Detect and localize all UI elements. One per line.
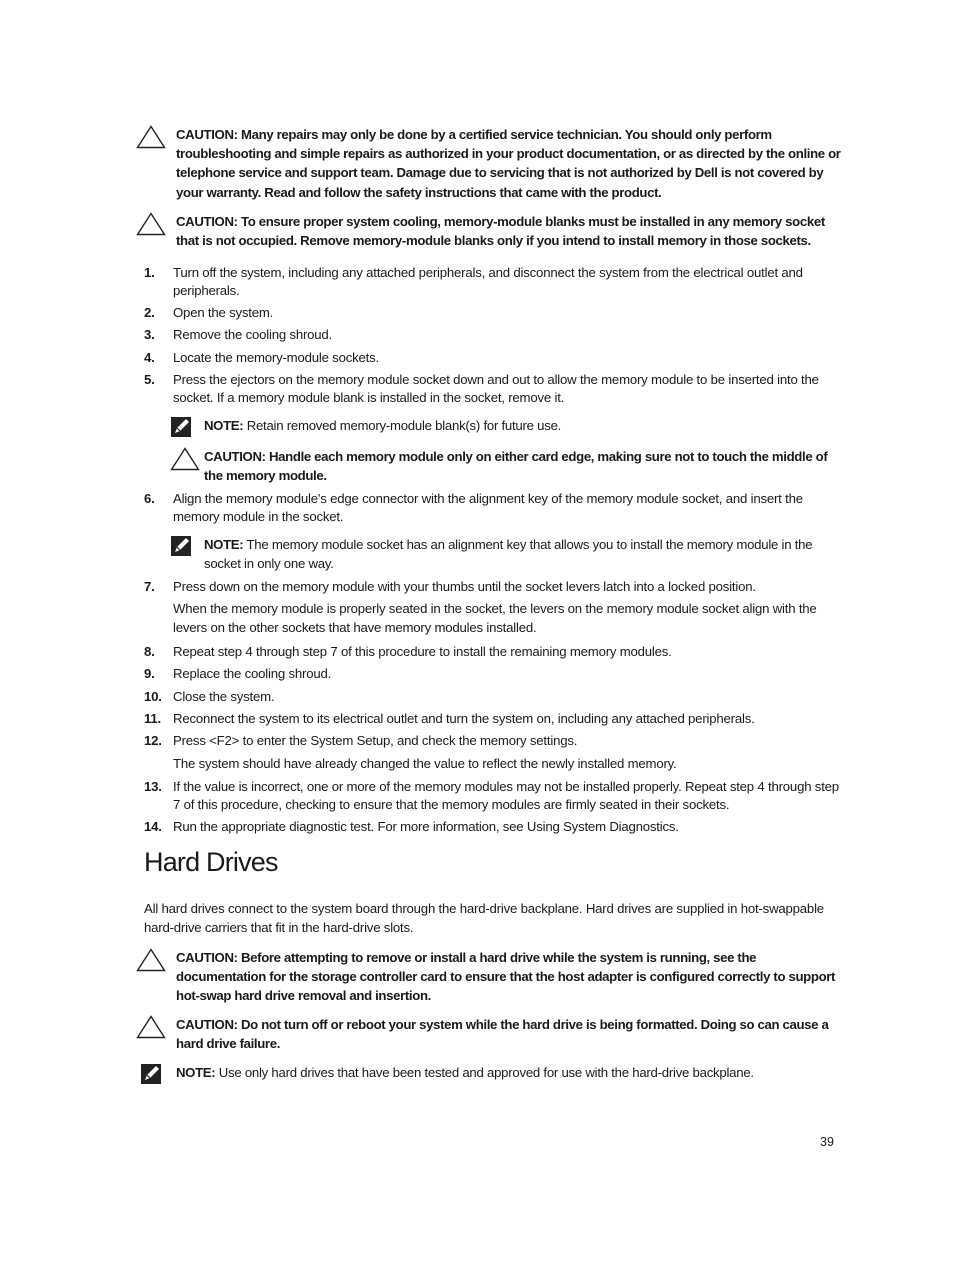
step-text: Press down on the memory module with your thumbs until the socket levers latch into a locked position. — [173, 579, 756, 594]
step-text: Locate the memory-module sockets. — [173, 350, 379, 365]
step-detail-paragraph: When the memory module is properly seated in the socket, the levers on the memory module socket align with the levers on the other sockets that have memory modules installed. — [173, 601, 817, 635]
section-intro-paragraph: All hard drives connect to the system board through the hard-drive backplane. Hard drives are supplied in hot-swappable hard-drive carriers that fit in the hard-drive slots. — [144, 901, 824, 935]
list-item — [144, 371, 842, 406]
caution-icon — [136, 125, 166, 149]
caution-label: CAUTION: — [176, 950, 238, 965]
note-text: Use only hard drives that have been tested and approved for use with the hard-drive backplane. — [218, 1065, 754, 1080]
caution-icon — [136, 1015, 166, 1039]
step-text: Turn off the system, including any attached peripherals, and disconnect the system from the electrical outlet and peripherals. — [173, 265, 803, 298]
step-number: 7. — [144, 579, 155, 594]
step-number: 6. — [144, 491, 155, 506]
note-notice — [170, 535, 842, 573]
step-text: If the value is incorrect, one or more of the memory modules may not be installed properly. Repeat step 4 through step 7 of this procedure, checking to ensure that the memory modules are firmly seated in their sockets. — [173, 779, 839, 812]
list-item — [144, 304, 842, 322]
caution-icon — [170, 447, 200, 471]
list-item — [144, 349, 842, 367]
step-number: 10. — [144, 689, 162, 704]
note-text: The memory module socket has an alignment key that allows you to install the memory module in the socket in only one way. — [204, 537, 813, 572]
step-number: 2. — [144, 305, 155, 320]
step-text: Replace the cooling shroud. — [173, 666, 332, 681]
step-number: 11. — [144, 711, 162, 726]
caution-text: Handle each memory module only on either card edge, making sure not to touch the middle of the memory module. — [204, 449, 828, 484]
step-number: 12. — [144, 733, 162, 748]
list-item — [144, 688, 842, 706]
caution-text: Many repairs may only be done by a certified service technician. You should only perform troubleshooting and simple repairs as authorized in your product documentation, or as directed by the online or telephone service and support team. Damage due to servicing that is not authorized by Dell is not covered by your warranty. Read and follow the safety instructions that came with the product. — [176, 127, 841, 200]
step-text: Press the ejectors on the memory module socket down and out to allow the memory module to be inserted into the socket. If a memory module blank is installed in the socket, remove it. — [173, 372, 819, 405]
note-label: NOTE: — [204, 418, 244, 433]
step-detail-paragraph: The system should have already changed the value to reflect the newly installed memory. — [173, 756, 677, 771]
step-text: Remove the cooling shroud. — [173, 327, 333, 342]
list-item — [144, 732, 842, 750]
list-item — [144, 264, 842, 299]
list-item — [144, 326, 842, 344]
list-item — [144, 643, 842, 661]
caution-notice — [136, 125, 842, 202]
list-item — [144, 490, 842, 525]
step-text: Repeat step 4 through step 7 of this procedure to install the remaining memory modules. — [173, 644, 672, 659]
note-pencil-icon — [140, 1063, 164, 1085]
step-number: 8. — [144, 644, 155, 659]
caution-icon — [136, 212, 166, 236]
step-number: 9. — [144, 666, 155, 681]
caution-notice — [136, 212, 842, 250]
caution-label: CAUTION: — [176, 1017, 238, 1032]
step-number: 3. — [144, 327, 155, 342]
step-text: Reconnect the system to its electrical outlet and turn the system on, including any attached peripherals. — [173, 711, 755, 726]
note-pencil-icon — [170, 416, 194, 438]
caution-icon — [136, 948, 166, 972]
note-pencil-icon — [170, 535, 194, 557]
step-text: Press <F2> to enter the System Setup, and check the memory settings. — [173, 733, 578, 748]
caution-label: CAUTION: — [204, 449, 266, 464]
caution-label: CAUTION: — [176, 127, 238, 142]
step-text: Close the system. — [173, 689, 275, 704]
list-item — [144, 710, 842, 728]
step-number: 13. — [144, 779, 162, 794]
list-item — [144, 665, 842, 683]
list-item — [144, 778, 842, 813]
caution-label: CAUTION: — [176, 214, 238, 229]
caution-notice — [136, 1015, 842, 1053]
step-text: Run the appropriate diagnostic test. For more information, see Using System Diagnostics. — [173, 819, 679, 834]
note-label: NOTE: — [176, 1065, 216, 1080]
caution-notice — [170, 447, 842, 485]
step-text: Open the system. — [173, 305, 274, 320]
page-number: 39 — [820, 1135, 834, 1149]
caution-notice — [136, 948, 842, 1006]
step-number: 4. — [144, 350, 155, 365]
note-text: Retain removed memory-module blank(s) for future use. — [246, 418, 562, 433]
step-number: 5. — [144, 372, 155, 387]
list-item — [144, 578, 842, 596]
note-notice — [136, 1063, 842, 1082]
list-item — [144, 818, 842, 836]
caution-text: To ensure proper system cooling, memory-module blanks must be installed in any memory socket that is not occupied. Remove memory-module blanks only if you intend to install memory in those sockets. — [176, 214, 825, 249]
note-label: NOTE: — [204, 537, 244, 552]
note-notice — [170, 416, 842, 435]
step-number: 14. — [144, 819, 162, 834]
caution-text: Before attempting to remove or install a hard drive while the system is running, see the documentation for the storage controller card to ensure that the host adapter is configured correctly to support hot-swap hard drive removal and insertion. — [176, 950, 836, 1004]
section-heading: Hard Drives — [144, 847, 278, 877]
caution-text: Do not turn off or reboot your system while the hard drive is being formatted. Doing so can cause a hard drive failure. — [176, 1017, 829, 1052]
step-text: Align the memory module's edge connector with the alignment key of the memory module socket, and insert the memory module in the socket. — [173, 491, 803, 524]
step-number: 1. — [144, 265, 155, 280]
